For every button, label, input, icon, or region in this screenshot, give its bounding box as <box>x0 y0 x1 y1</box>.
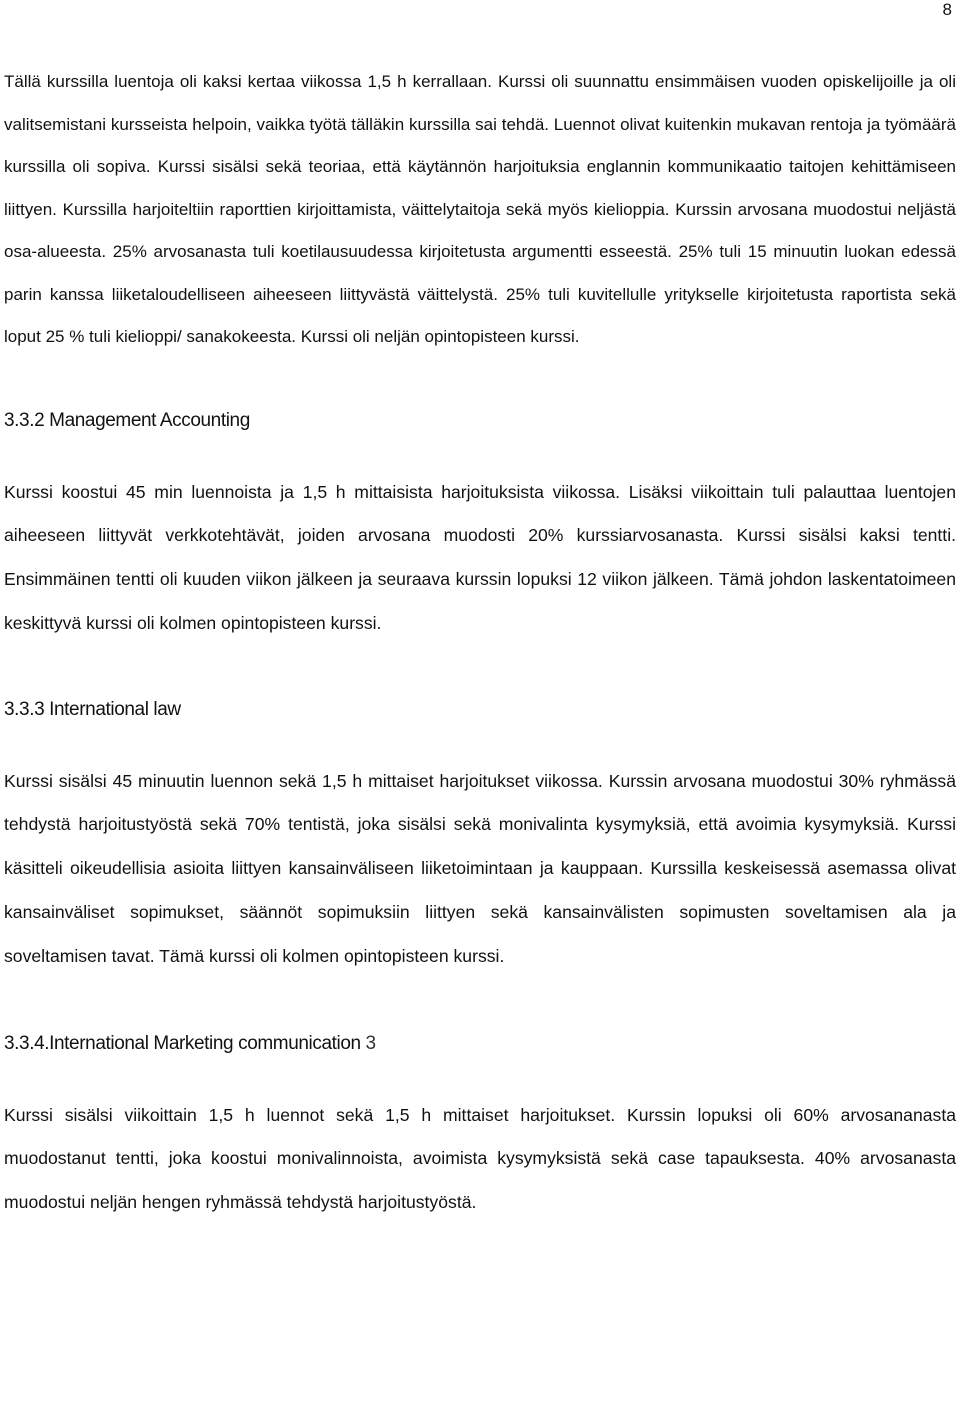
section-heading-international-law: 3.3.3 International law <box>4 698 181 720</box>
section-heading-text: 3.3.4.International Marketing communication <box>4 1032 361 1054</box>
section-paragraph-international-law: Kurssi sisälsi 45 minuutin luennon sekä 1,5 h mittaiset harjoitukset viikossa. Kurssin arvosana muodostui 30% ryhmässä tehdystä harjoitustyöstä sekä 70% tentistä, joka sisälsi sekä monivalinta kysymyksiä, että avoimia kysymyksiä. Kurssi käsitteli oikeudellisia asioita liittyen kansainväliseen liiketoimintaan ja kauppaan. Kurssilla keskeisessä asemassa olivat kansainväliset sopimukset, säännöt sopimuksiin liittyen sekä kansainvälisten sopimusten soveltamisen ala ja soveltamisen tavat. Tämä kurssi oli kolmen opintopisteen kurssi. <box>4 770 956 966</box>
page-number: 8 <box>942 0 952 19</box>
section-heading-suffix: 3 <box>360 1032 376 1054</box>
section-heading-international-marketing <box>4 1022 956 1066</box>
document-body <box>4 61 956 1225</box>
section-heading-management-accounting: 3.3.2 Management Accounting <box>4 409 250 431</box>
section-paragraph-international-marketing: Kurssi sisälsi viikoittain 1,5 h luennot sekä 1,5 h mittaiset harjoitukset. Kurssin lopuksi oli 60% arvosananasta muodostanut tentti, joka koostui monivalinnoista, avoimista kysymyksistä sekä case tapauksesta. 40% arvosanasta muodostui neljän hengen ryhmässä tehdystä harjoitustyöstä. <box>4 1104 956 1213</box>
intro-paragraph: Tällä kurssilla luentoja oli kaksi kertaa viikossa 1,5 h kerrallaan. Kurssi oli suunnattu ensimmäisen vuoden opiskelijoille ja oli valitsemistani kursseista helpoin, vaikka työtä tälläkin kurssilla sai tehdä. Luennot olivat kuitenkin mukavan rentoja ja työmäärä kurssilla oli sopiva. Kurssi sisälsi sekä teoriaa, että käytännön harjoituksia englannin kommunikaatio taitojen kehittämiseen liittyen. Kurssilla harjoiteltiin raporttien kirjoittamista, väittelytaitoja sekä myös kielioppia. Kurssin arvosana muodostui neljästä osa-alueesta. 25% arvosanasta tuli koetilausuudessa kirjoitetusta argumentti esseestä. 25% tuli 15 minuutin luokan edessä parin kanssa liiketaloudelliseen aiheeseen liittyvästä väittelystä. 25% tuli kuvitellulle yritykselle kirjoitetusta raportista sekä loput 25 % tuli kielioppi/ sanakokeesta. Kurssi oli neljän opintopisteen kurssi. <box>4 72 956 346</box>
section-paragraph-management-accounting: Kurssi koostui 45 min luennoista ja 1,5 h mittaisista harjoituksista viikossa. Lisäksi viikoittain tuli palauttaa luentojen aiheeseen liittyvät verkkotehtävät, joiden arvosana muodosti 20% kurssiarvosanasta. Kurssi sisälsi kaksi tentti. Ensimmäinen tentti oli kuuden viikon jälkeen ja seuraava kurssin lopuksi 12 viikon jälkeen. Tämä johdon laskentatoimeen keskittyvä kurssi oli kolmen opintopisteen kurssi. <box>4 481 956 633</box>
